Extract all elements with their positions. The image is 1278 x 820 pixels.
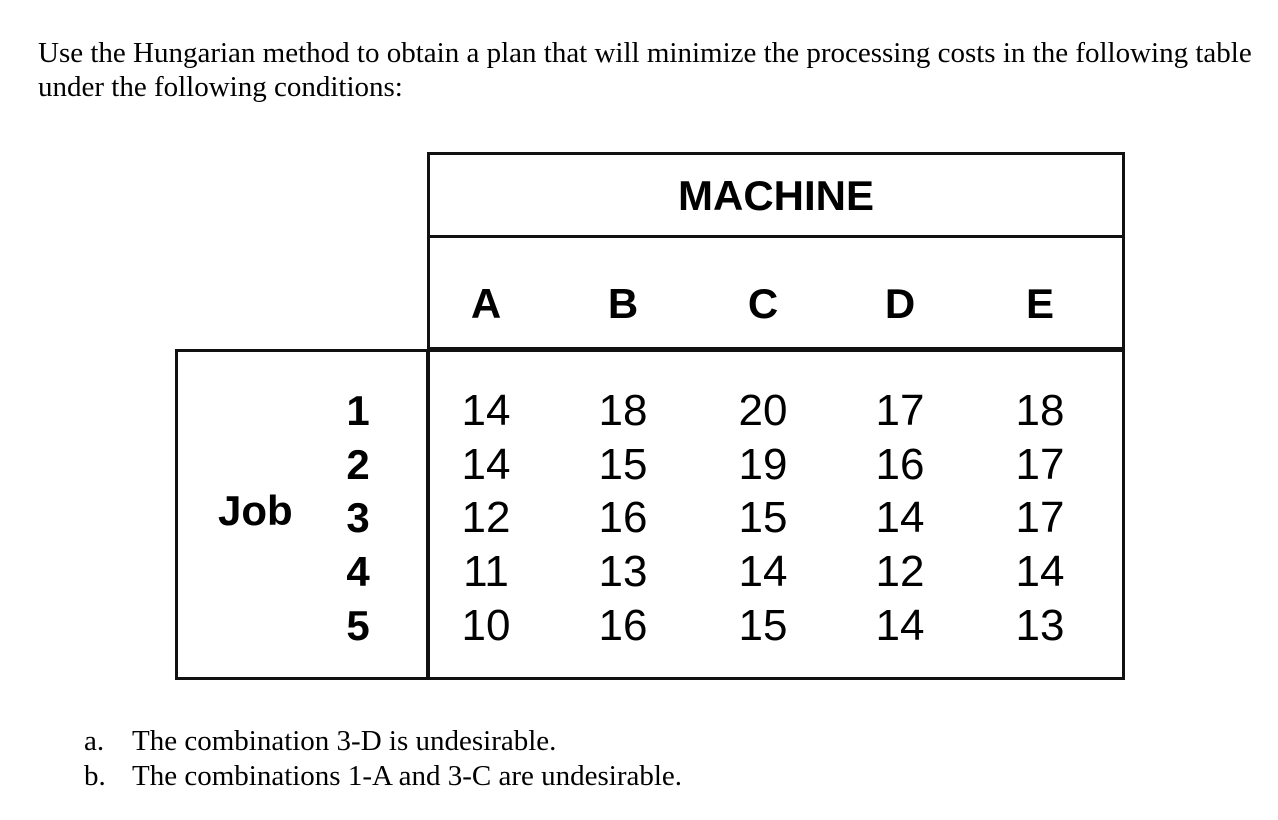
cost-cell-3-c: 15: [738, 493, 788, 542]
conditions-list: [84, 724, 682, 794]
cost-cell-4-a: 11: [463, 547, 509, 596]
job-number-5: 5: [346, 602, 370, 649]
cost-cell-4-c: 14: [738, 547, 788, 596]
cost-cell-5-c: 15: [738, 601, 788, 650]
job-header: Job: [218, 487, 293, 534]
cost-cell-1-c: 20: [738, 386, 788, 435]
cost-cell-5-d: 14: [875, 601, 925, 650]
condition-item: [84, 759, 682, 794]
cost-cell-5-e: 13: [1015, 601, 1065, 650]
cost-cell-2-c: 19: [738, 440, 788, 489]
cost-cell-2-d: 16: [875, 440, 925, 489]
column-label-a: A: [470, 280, 502, 327]
column-label-e: E: [1025, 280, 1054, 327]
column-label-c: C: [747, 280, 779, 327]
condition-marker: b.: [84, 760, 106, 792]
cost-cell-1-d: 17: [875, 386, 925, 435]
cost-cell-1-a: 14: [461, 386, 511, 435]
cost-cell-4-e: 14: [1015, 547, 1065, 596]
cost-cell-4-d: 12: [875, 547, 925, 596]
job-number-3: 3: [346, 494, 370, 541]
condition-text: The combinations 1-A and 3-C are undesirable.: [132, 760, 683, 792]
cost-cell-5-a: 10: [461, 601, 511, 650]
cost-cell-3-b: 16: [598, 493, 648, 542]
cost-cell-3-e: 17: [1015, 493, 1065, 542]
cost-cell-5-b: 16: [598, 601, 648, 650]
problem-statement: Use the Hungarian method to obtain a plan that will minimize the processing costs in the following table under the following conditions:: [38, 37, 1252, 103]
column-label-d: D: [884, 280, 916, 327]
cost-cell-4-b: 13: [598, 547, 648, 596]
row-header-cell: [175, 349, 429, 680]
cost-cell-1-b: 18: [598, 386, 648, 435]
cost-cell-2-b: 15: [598, 440, 648, 489]
cost-cell-1-e: 18: [1015, 386, 1065, 435]
job-number-2: 2: [346, 441, 370, 488]
machine-header: MACHINE: [678, 172, 874, 219]
condition-text: The combination 3-D is undesirable.: [132, 725, 557, 757]
cost-cell-2-e: 17: [1015, 440, 1065, 489]
cost-cell-2-a: 14: [461, 440, 511, 489]
cost-cell-3-d: 14: [875, 493, 925, 542]
condition-marker: a.: [84, 725, 105, 757]
cost-cell-3-a: 12: [461, 493, 511, 542]
column-label-b: B: [607, 280, 639, 327]
job-number-1: 1: [346, 387, 370, 434]
job-number-4: 4: [346, 548, 370, 595]
condition-item: [84, 724, 682, 759]
